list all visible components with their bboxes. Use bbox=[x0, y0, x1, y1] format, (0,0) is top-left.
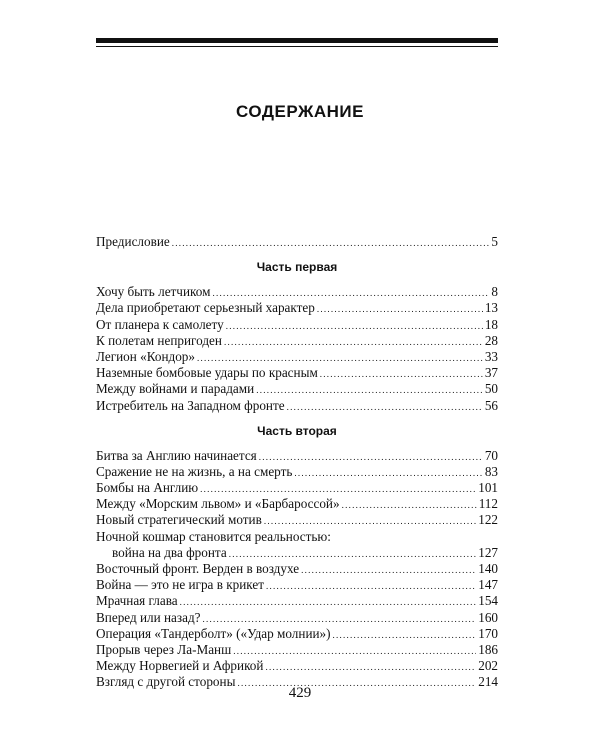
toc-entry-page: 160 bbox=[478, 609, 498, 625]
header-rule-thin bbox=[96, 46, 498, 47]
toc-leader-dots bbox=[203, 611, 477, 627]
toc-entry-title: К полетам непригоден bbox=[96, 332, 222, 348]
toc-entry-title: Новый стратегический мотив bbox=[96, 512, 262, 528]
toc-entry-page: 28 bbox=[484, 332, 498, 348]
toc-leader-dots bbox=[224, 334, 483, 350]
toc-entry-page: 154 bbox=[478, 593, 498, 609]
toc-leader-dots bbox=[287, 399, 483, 415]
toc-entry-page: 50 bbox=[484, 381, 498, 397]
part-heading: Часть вторая bbox=[257, 423, 337, 438]
toc-entry-page: 101 bbox=[478, 480, 498, 496]
toc-entry bbox=[96, 496, 498, 512]
part-heading: Часть первая bbox=[256, 260, 338, 275]
toc-entry bbox=[96, 349, 498, 365]
toc-entry-page: 70 bbox=[484, 447, 498, 463]
toc-entry-title: Прорыв через Ла-Манш bbox=[96, 641, 232, 657]
toc-entry-title: Война — это не игра в крикет bbox=[96, 577, 264, 593]
toc-leader-dots bbox=[197, 350, 483, 366]
toc-leader-dots bbox=[200, 481, 476, 497]
toc-entry-title: Легион «Кондор» bbox=[96, 348, 195, 364]
toc-entry-page: 122 bbox=[478, 512, 498, 528]
toc-leader-dots bbox=[317, 301, 483, 317]
header-rule-thick bbox=[96, 38, 498, 43]
toc-entry-page: 33 bbox=[484, 348, 498, 364]
toc-entry-title: Операция «Тандерболт» («Удар молнии») bbox=[96, 625, 331, 641]
toc-entry-page: 170 bbox=[478, 625, 498, 641]
toc-entry bbox=[96, 512, 498, 528]
toc-entry bbox=[96, 626, 498, 642]
toc-entry-page: 140 bbox=[478, 561, 498, 576]
toc-entry-page: 112 bbox=[478, 496, 498, 512]
toc-entry-title: Предисловие bbox=[96, 234, 170, 249]
page-number: 429 bbox=[288, 685, 312, 701]
toc-entry bbox=[96, 610, 498, 626]
toc-entry-page: 214 bbox=[478, 674, 498, 690]
toc-leader-dots bbox=[229, 546, 477, 562]
toc-entry-page: 83 bbox=[484, 463, 498, 479]
toc-entry-title: Между Норвегией и Африкой bbox=[96, 658, 264, 674]
page-title: СОДЕРЖАНИЕ bbox=[236, 102, 364, 121]
toc-leader-dots bbox=[266, 578, 476, 594]
toc-entry-title-cont: война на два фронта bbox=[112, 544, 227, 560]
toc-leader-dots bbox=[180, 594, 477, 610]
toc-entry-title: Взгляд с другой стороны bbox=[96, 674, 236, 690]
toc-entry-title: Восточный фронт. Верден в воздухе bbox=[96, 561, 300, 576]
toc-entry bbox=[96, 561, 498, 577]
toc-entry-continuation bbox=[96, 545, 498, 561]
toc-entry-title: Хочу быть летчиком bbox=[96, 284, 211, 300]
toc-entry-preface bbox=[96, 234, 498, 250]
toc-entry-title: Между «Морским львом» и «Барбароссой» bbox=[96, 496, 340, 512]
toc-leader-dots bbox=[226, 318, 483, 334]
toc-entry-title: Дела приобретают серьезный характер bbox=[96, 300, 315, 316]
toc-entry-page: 147 bbox=[478, 577, 498, 593]
toc-leader-dots bbox=[212, 285, 489, 301]
toc-entry-page: 127 bbox=[478, 544, 498, 560]
toc-entry bbox=[96, 284, 498, 300]
toc-entry-page: 13 bbox=[484, 300, 498, 316]
toc-entry-title: Мрачная глава bbox=[96, 593, 178, 609]
toc-leader-dots bbox=[256, 382, 483, 398]
toc-entry bbox=[96, 398, 498, 414]
toc-entry-title: Битва за Англию начинается bbox=[96, 447, 257, 463]
toc-entry bbox=[96, 642, 498, 658]
toc-leader-dots bbox=[265, 659, 476, 675]
toc-entry-title: От планера к самолету bbox=[96, 316, 224, 332]
toc-leader-dots bbox=[233, 643, 476, 659]
toc-entry-title: Сражение не на жизнь, а на смерть bbox=[96, 463, 293, 479]
toc-entry bbox=[96, 365, 498, 381]
toc-entry-title: Между войнами и парадами bbox=[96, 381, 255, 397]
toc-leader-dots bbox=[333, 627, 477, 643]
toc-entry bbox=[96, 317, 498, 333]
toc-entry-title: Истребитель на Западном фронте bbox=[96, 397, 285, 413]
toc-entry-page: 202 bbox=[478, 658, 498, 674]
toc-entry bbox=[96, 593, 498, 609]
toc-leader-dots bbox=[294, 465, 482, 481]
toc-entry-title: Ночной кошмар становится реальностью: bbox=[96, 528, 331, 544]
toc-leader-dots bbox=[172, 235, 490, 251]
toc-leader-dots bbox=[342, 497, 477, 513]
toc-entry bbox=[96, 300, 498, 316]
toc-entry-page: 8 bbox=[491, 284, 498, 300]
toc-leader-dots bbox=[264, 513, 476, 529]
toc-entry bbox=[96, 480, 498, 496]
table-of-contents bbox=[96, 234, 498, 691]
toc-entry-page: 186 bbox=[478, 641, 498, 657]
toc-entry bbox=[96, 658, 498, 674]
toc-entry bbox=[96, 381, 498, 397]
toc-entry-page: 18 bbox=[484, 316, 498, 332]
toc-entry-page: 56 bbox=[484, 397, 498, 413]
toc-entry bbox=[96, 448, 498, 464]
toc-entry-page: 5 bbox=[491, 234, 498, 249]
toc-leader-dots bbox=[320, 366, 483, 382]
toc-entry-page: 37 bbox=[484, 365, 498, 381]
toc-entry-title: Бомбы на Англию bbox=[96, 480, 199, 496]
toc-leader-dots bbox=[259, 449, 483, 465]
toc-entry bbox=[96, 577, 498, 593]
toc-entry-title: Вперед или назад? bbox=[96, 609, 201, 625]
toc-entry bbox=[96, 333, 498, 349]
toc-entry bbox=[96, 464, 498, 480]
toc-leader-dots bbox=[301, 562, 476, 578]
toc-entry-title: Наземные бомбовые удары по красным bbox=[96, 365, 318, 381]
